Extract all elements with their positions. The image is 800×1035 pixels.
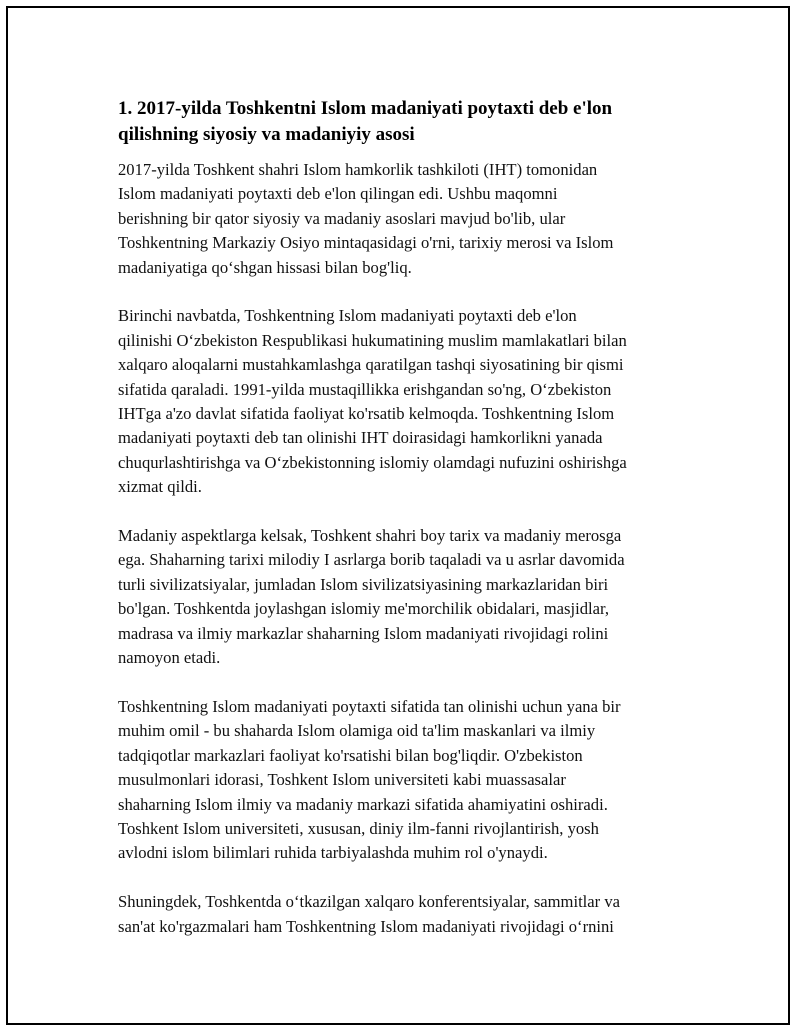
text-line: madaniyatiga qo‘shgan hissasi bilan bog'liq. <box>118 257 412 277</box>
text-line: musulmonlari idorasi, Toshkent Islom universiteti kabi muassasalar <box>118 770 566 790</box>
paragraph-5 <box>118 890 692 939</box>
text-line: IHTga a'zo davlat sifatida faoliyat ko'rsatib kelmoqda. Toshkentning Islom <box>118 404 615 424</box>
document-body <box>118 96 692 963</box>
text-line: avlodni islom bilimlari ruhida tarbiyalashda muhim rol o'ynaydi. <box>118 843 548 863</box>
paragraph-2 <box>118 304 692 499</box>
paragraph-1 <box>118 158 692 280</box>
heading-line: qilishning siyosiy va madaniyiy asosi <box>118 124 415 145</box>
text-line: xizmat qildi. <box>118 477 202 497</box>
text-line: bo'lgan. Toshkentda joylashgan islomiy me'morchilik obidalari, masjidlar, <box>118 599 609 619</box>
text-line: shaharning Islom ilmiy va madaniy markazi sifatida ahamiyatini oshiradi. <box>118 794 608 814</box>
text-line: Toshkentning Markaziy Osiyo mintaqasidagi o'rni, tarixiy merosi va Islom <box>118 233 614 253</box>
text-line: Toshkentning Islom madaniyati poytaxti sifatida tan olinishi uchun yana bir <box>118 696 621 716</box>
text-line: Toshkent Islom universiteti, xususan, diniy ilm-fanni rivojlantirish, yosh <box>118 818 599 838</box>
text-line: turli sivilizatsiyalar, jumladan Islom sivilizatsiyasining markazlaridan biri <box>118 574 609 594</box>
text-line: xalqaro aloqalarni mustahkamlashga qaratilgan tashqi siyosatining bir qismi <box>118 355 624 375</box>
text-line: madrasa va ilmiy markazlar shaharning Islom madaniyati rivojidagi rolini <box>118 623 609 643</box>
paragraph-3 <box>118 524 692 670</box>
heading-line: 1. 2017-yilda Toshkentni Islom madaniyati poytaxti deb e'lon <box>118 98 613 119</box>
text-line: muhim omil - bu shaharda Islom olamiga oid ta'lim maskanlari va ilmiy <box>118 721 596 741</box>
text-line: sifatida qaraladi. 1991-yilda mustaqillikka erishgandan so'ng, O‘zbekiston <box>118 379 612 399</box>
text-line: tadqiqotlar markazlari faoliyat ko'rsatishi bilan bog'liqdir. O'zbekiston <box>118 745 583 765</box>
text-line: san'at ko'rgazmalari ham Toshkentning Islom madaniyati rivojidagi o‘rnini <box>118 916 614 936</box>
text-line: namoyon etadi. <box>118 648 221 668</box>
text-line: 2017-yilda Toshkent shahri Islom hamkorlik tashkiloti (IHT) tomonidan <box>118 160 598 179</box>
text-line: Madaniy aspektlarga kelsak, Toshkent shahri boy tarix va madaniy merosga <box>118 526 622 546</box>
text-line: Islom madaniyati poytaxti deb e'lon qilingan edi. Ushbu maqomni <box>118 184 558 204</box>
paragraph-4 <box>118 695 692 866</box>
text-line: berishning bir qator siyosiy va madaniy asoslari mavjud bo'lib, ular <box>118 208 566 228</box>
text-line: Birinchi navbatda, Toshkentning Islom madaniyati poytaxti deb e'lon <box>118 306 577 326</box>
text-line: Shuningdek, Toshkentda o‘tkazilgan xalqaro konferentsiyalar, sammitlar va <box>118 892 620 912</box>
section-heading <box>118 96 692 148</box>
text-line: ega. Shaharning tarixi milodiy I asrlarga borib taqaladi va u asrlar davomida <box>118 550 625 570</box>
text-line: madaniyati poytaxti deb tan olinishi IHT doirasidagi hamkorlikni yanada <box>118 428 603 448</box>
text-line: chuqurlashtirishga va O‘zbekistonning islomiy olamdagi nufuzini oshirishga <box>118 452 627 472</box>
text-line: qilinishi O‘zbekiston Respublikasi hukumatining muslim mamlakatlari bilan <box>118 330 627 350</box>
